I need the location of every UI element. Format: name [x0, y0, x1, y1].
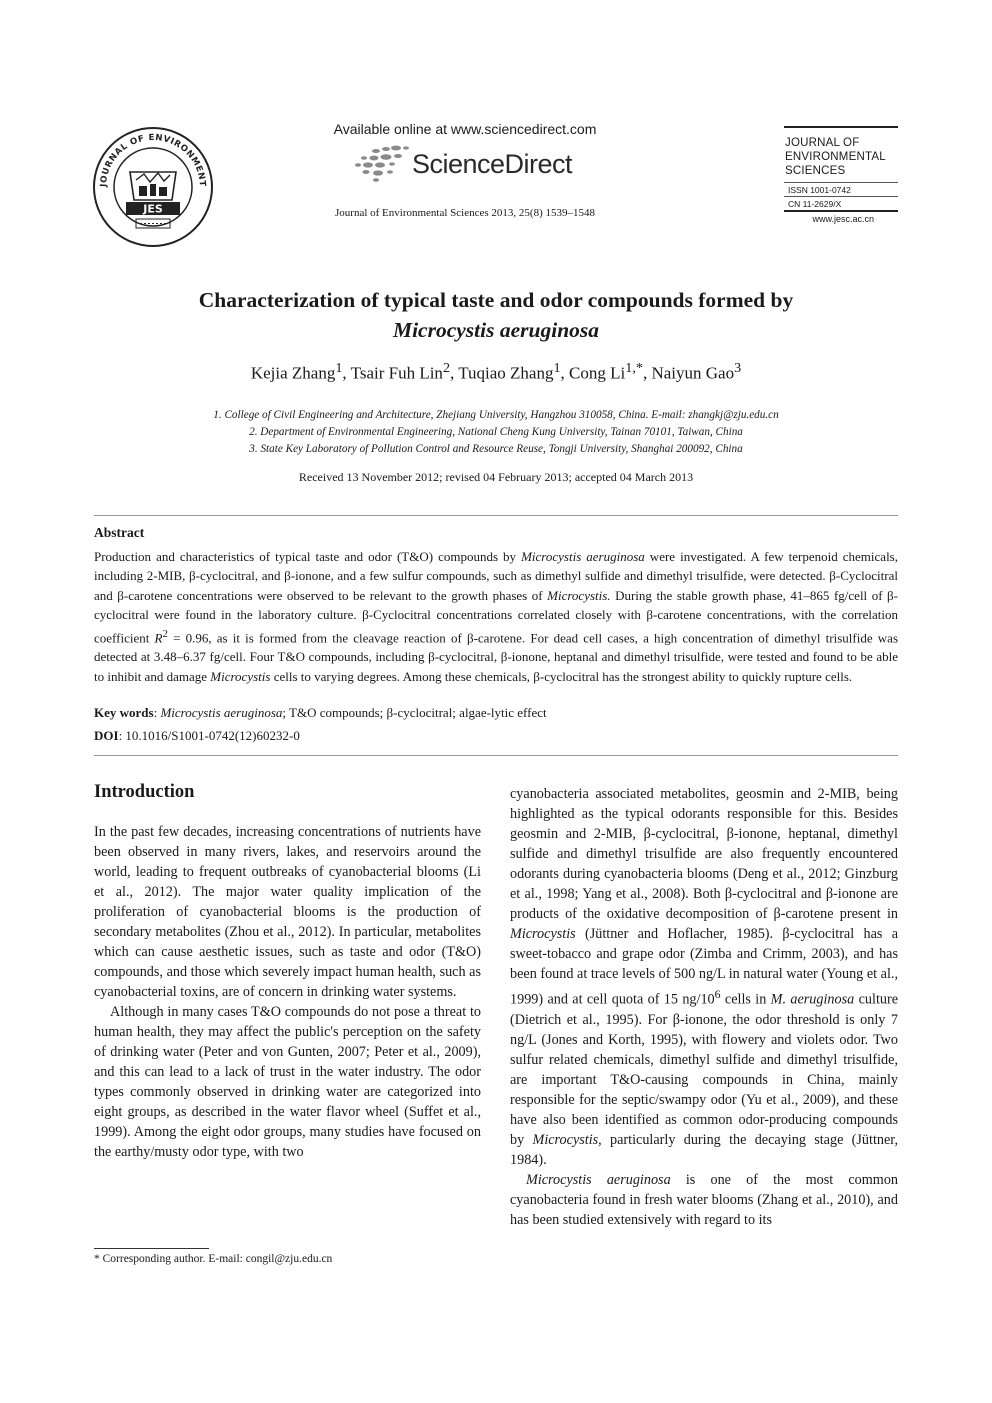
abstract-species: Microcystis [210, 668, 271, 684]
journal-info-box [784, 126, 898, 224]
author-name: Tsair Fuh Lin [350, 363, 443, 383]
author-list: Kejia Zhang$^1$, Tsair Fuh Lin$^2$, Tuqiao Zhang$^1$, Cong $Li^{1,*}$, Naiyun Gao$^3$ [250, 360, 742, 383]
doi [94, 728, 300, 744]
sciencedirect-logo[interactable] [354, 143, 584, 183]
doi-value[interactable]: : 10.1016/S1001-0742(12)60232-0 [118, 728, 300, 743]
affiliation-line: 2. Department of Environmental Engineering, National Cheng Kung University, Tainan 70101, Taiwan, China [249, 426, 743, 438]
author-name: Kejia Zhang [250, 363, 336, 383]
svg-text:JOURNAL OF ENVIRONMENTAL SCIEN [92, 126, 207, 188]
keywords: Key words: Microcystis aeruginosa; T&O compounds; β-cyclocitral; algae-lytic effect [94, 705, 547, 720]
journal-name-line: SCIENCES [785, 165, 846, 177]
title-line-italic: Microcystis aeruginosa [392, 318, 600, 342]
journal-seal-logo [92, 126, 214, 248]
doi-label: DOI [94, 728, 119, 743]
abstract-text: were investigated. A few terpenoid chemicals, including 2-MIB, β-cyclocitral, and β-ionone, and a few sulfur compounds, such as dimethyl sulfide and dimethyl trisulfide, were detected. β-Cyclocitral and β-carotene concentrations were observed to be relevant to the growth phases of [94, 549, 898, 603]
cn-number: CN 11-2629/X [788, 199, 842, 209]
abstract-text: cells to varying degrees. Among these chemicals, β-cyclocitral has the strongest ability to quickly rupture cells. [270, 668, 853, 684]
sciencedirect-wordmark: ScienceDirect [412, 149, 573, 179]
available-online-text: Available online at www.sciencedirect.com [333, 121, 597, 137]
received-dates: Received 13 November 2012; revised 04 February 2013; accepted 04 March 2013 [298, 470, 694, 484]
paper-title [60, 285, 932, 345]
seal-ring-text: JOURNAL OF ENVIRONMENT [98, 132, 208, 188]
abstract-text: Production and characteristics of typical taste and odor (T&O) compounds by [94, 549, 522, 564]
body-text: , particularly during the decaying stage (Jüttner, 1984). [510, 1131, 898, 1168]
body-column-left [94, 822, 481, 1162]
affiliation-line: 3. State Key Laboratory of Pollution Control and Resource Reuse, Tongji University, Shanghai 200092, China [249, 443, 743, 455]
abstract-top-rule [94, 515, 898, 516]
body-text: (Jüttner and Hoflacher, 1985). β-cyclocitral has a sweet-tobacco and grape odor (Zimba and Crimm, 2003), and has been found at trace levels of 500 ng/L in natural water (Young et al., 1999) and at cell quota of 15 ng/10 [510, 926, 898, 1008]
abstract-r-sup: 2 [162, 627, 168, 640]
sciencedirect-dots-icon [354, 143, 410, 183]
body-column-right [510, 784, 898, 1230]
author-affil-marker: 1,* [625, 360, 643, 376]
abstract-text: = 0.96, as it is formed from the cleavage reaction of β-carotene. For dead cell cases, a high concentration of dimethyl trisulfide was detected at 3.48–6.37 fg/cell. Four T&O compounds, including β-cyclocitral, β-ionone, heptanal and dimethyl trisulfide, were tested and found to be able to inhibit and damage [94, 629, 899, 684]
journal-name-line: JOURNAL OF [785, 137, 860, 149]
abstract-text: During the stable growth phase, 41–865 fg/cell of β-cyclocitral were found in the laboratory culture. β-Cyclocitral concentrations correlated closely with β-carotene concentrations, with the correlation coefficient [94, 587, 898, 645]
issn: ISSN 1001-0742 [788, 185, 851, 195]
journal-name-line: ENVIRONMENTAL [785, 151, 886, 163]
title-line: Characterization of typical taste and odor compounds formed by [198, 288, 794, 312]
author-name: Cong Li [569, 363, 626, 383]
body-species: Microcystis [532, 1131, 599, 1148]
body-superscript: 6 [714, 987, 721, 1001]
keywords-rest: ; T&O compounds; β-cyclocitral; algae-lytic effect [282, 705, 547, 720]
author-name: Tuqiao Zhang [458, 363, 554, 383]
abstract-species: Microcystis aeruginosa [521, 549, 645, 564]
affiliation-line: 1. College of Civil Engineering and Architecture, Zhejiang University, Hangzhou 310058, China. E-mail: zhangkj@zju.edu.cn [213, 409, 779, 421]
section-heading-introduction: Introduction [94, 782, 195, 802]
abstract-species: Microcystis. [547, 587, 611, 603]
corresponding-author-footnote: * Corresponding author. E-mail: congil@zju.edu.cn [94, 1253, 333, 1265]
body-text: cyanobacteria associated metabolites, geosmin and 2-MIB, being highlighted as the typical odorants responsible for this. Besides geosmin and 2-MIB, β-cyclocitral, β-ionone, heptanal, dimethyl sulfide and dimethyl trisulfide are also frequently encountered odorants during cyanobacteria blooms (Deng et al., 2012; Ginzburg et al., 1998; Yang et al., 2008). Both β-cyclocitral and β-ionone are products of the oxidative decomposition of β-carotene present in [510, 786, 898, 922]
abstract-heading: Abstract [94, 525, 145, 540]
abstract-body [94, 547, 898, 686]
abstract-r-symbol: R [154, 629, 163, 645]
body-text: cells in [720, 991, 771, 1008]
body-paragraph [510, 784, 898, 1170]
body-paragraph: Although in many cases T&O compounds do not pose a threat to human health, they may affect the public's perception on the safety of drinking water (Peter and von Gunten, 2007; Peter et al., 2009), and this can lead to a lack of trust in the water industry. The odor types commonly observed in drinking water are categorized into eight groups, as described in the water flavor wheel (Suffet et al., 1999). Among the eight odor groups, many studies have focused on the earthy/musty odor type, with two [94, 1004, 481, 1160]
author-affil-marker: 1 [553, 360, 561, 376]
body-text: is one of the most common cyanobacteria found in fresh water blooms (Zhang et al., 2010), and has been studied extensively with regard to its [510, 1171, 899, 1228]
body-species: Microcystis aeruginosa [526, 1171, 671, 1188]
keyword-species: Microcystis aeruginosa [160, 705, 283, 720]
journal-citation: Journal of Environmental Sciences 2013, 25(8) 1539–1548 [335, 207, 595, 219]
body-paragraph: In the past few decades, increasing concentrations of nutrients have been observed in many rivers, lakes, and reservoirs around the world, leading to frequent outbreaks of cyanobacterial blooms (Li et al., 2012). The major water quality implication of the proliferation of cyanobacterial blooms is the production of secondary metabolites (Zhou et al., 2012). In particular, metabolites which can cause aesthetic issues, such as taste and odor (T&O) compounds, and those which severely impact human health, such as cyanobacterial toxins, are of concern in drinking water systems. [94, 824, 481, 1000]
body-text: culture (Dietrich et al., 1995). For β-ionone, the odor threshold is only 7 ng/L (Jones and Korth, 1995), with flowery and violets odor. Two sulfur related chemicals, dimethyl sulfide and dimethyl trisulfide, are important T&O-causing compounds in China, mainly responsible for the septic/swampy odor (Yu et al., 2009), and these have also been identified as common odor-producing compounds by [510, 991, 898, 1148]
page-header [0, 0, 992, 250]
footnote-rule [94, 1248, 209, 1249]
author-name: Naiyun Gao [651, 363, 735, 383]
seal-abbrev: JES [143, 202, 163, 216]
author-affil-marker: 1 [335, 360, 343, 376]
author-affil-marker: 2 [442, 360, 451, 376]
body-species: M. aeruginosa [770, 991, 855, 1008]
author-affil-marker: 3 [734, 360, 742, 376]
abstract-bottom-rule [94, 755, 898, 756]
body-paragraph [510, 1170, 898, 1230]
journal-name [784, 128, 898, 182]
journal-website-link[interactable]: www.jesc.ac.cn [812, 214, 874, 224]
affiliations [60, 407, 932, 458]
body-species: Microcystis [510, 926, 576, 942]
keywords-label: Key words [94, 705, 154, 720]
